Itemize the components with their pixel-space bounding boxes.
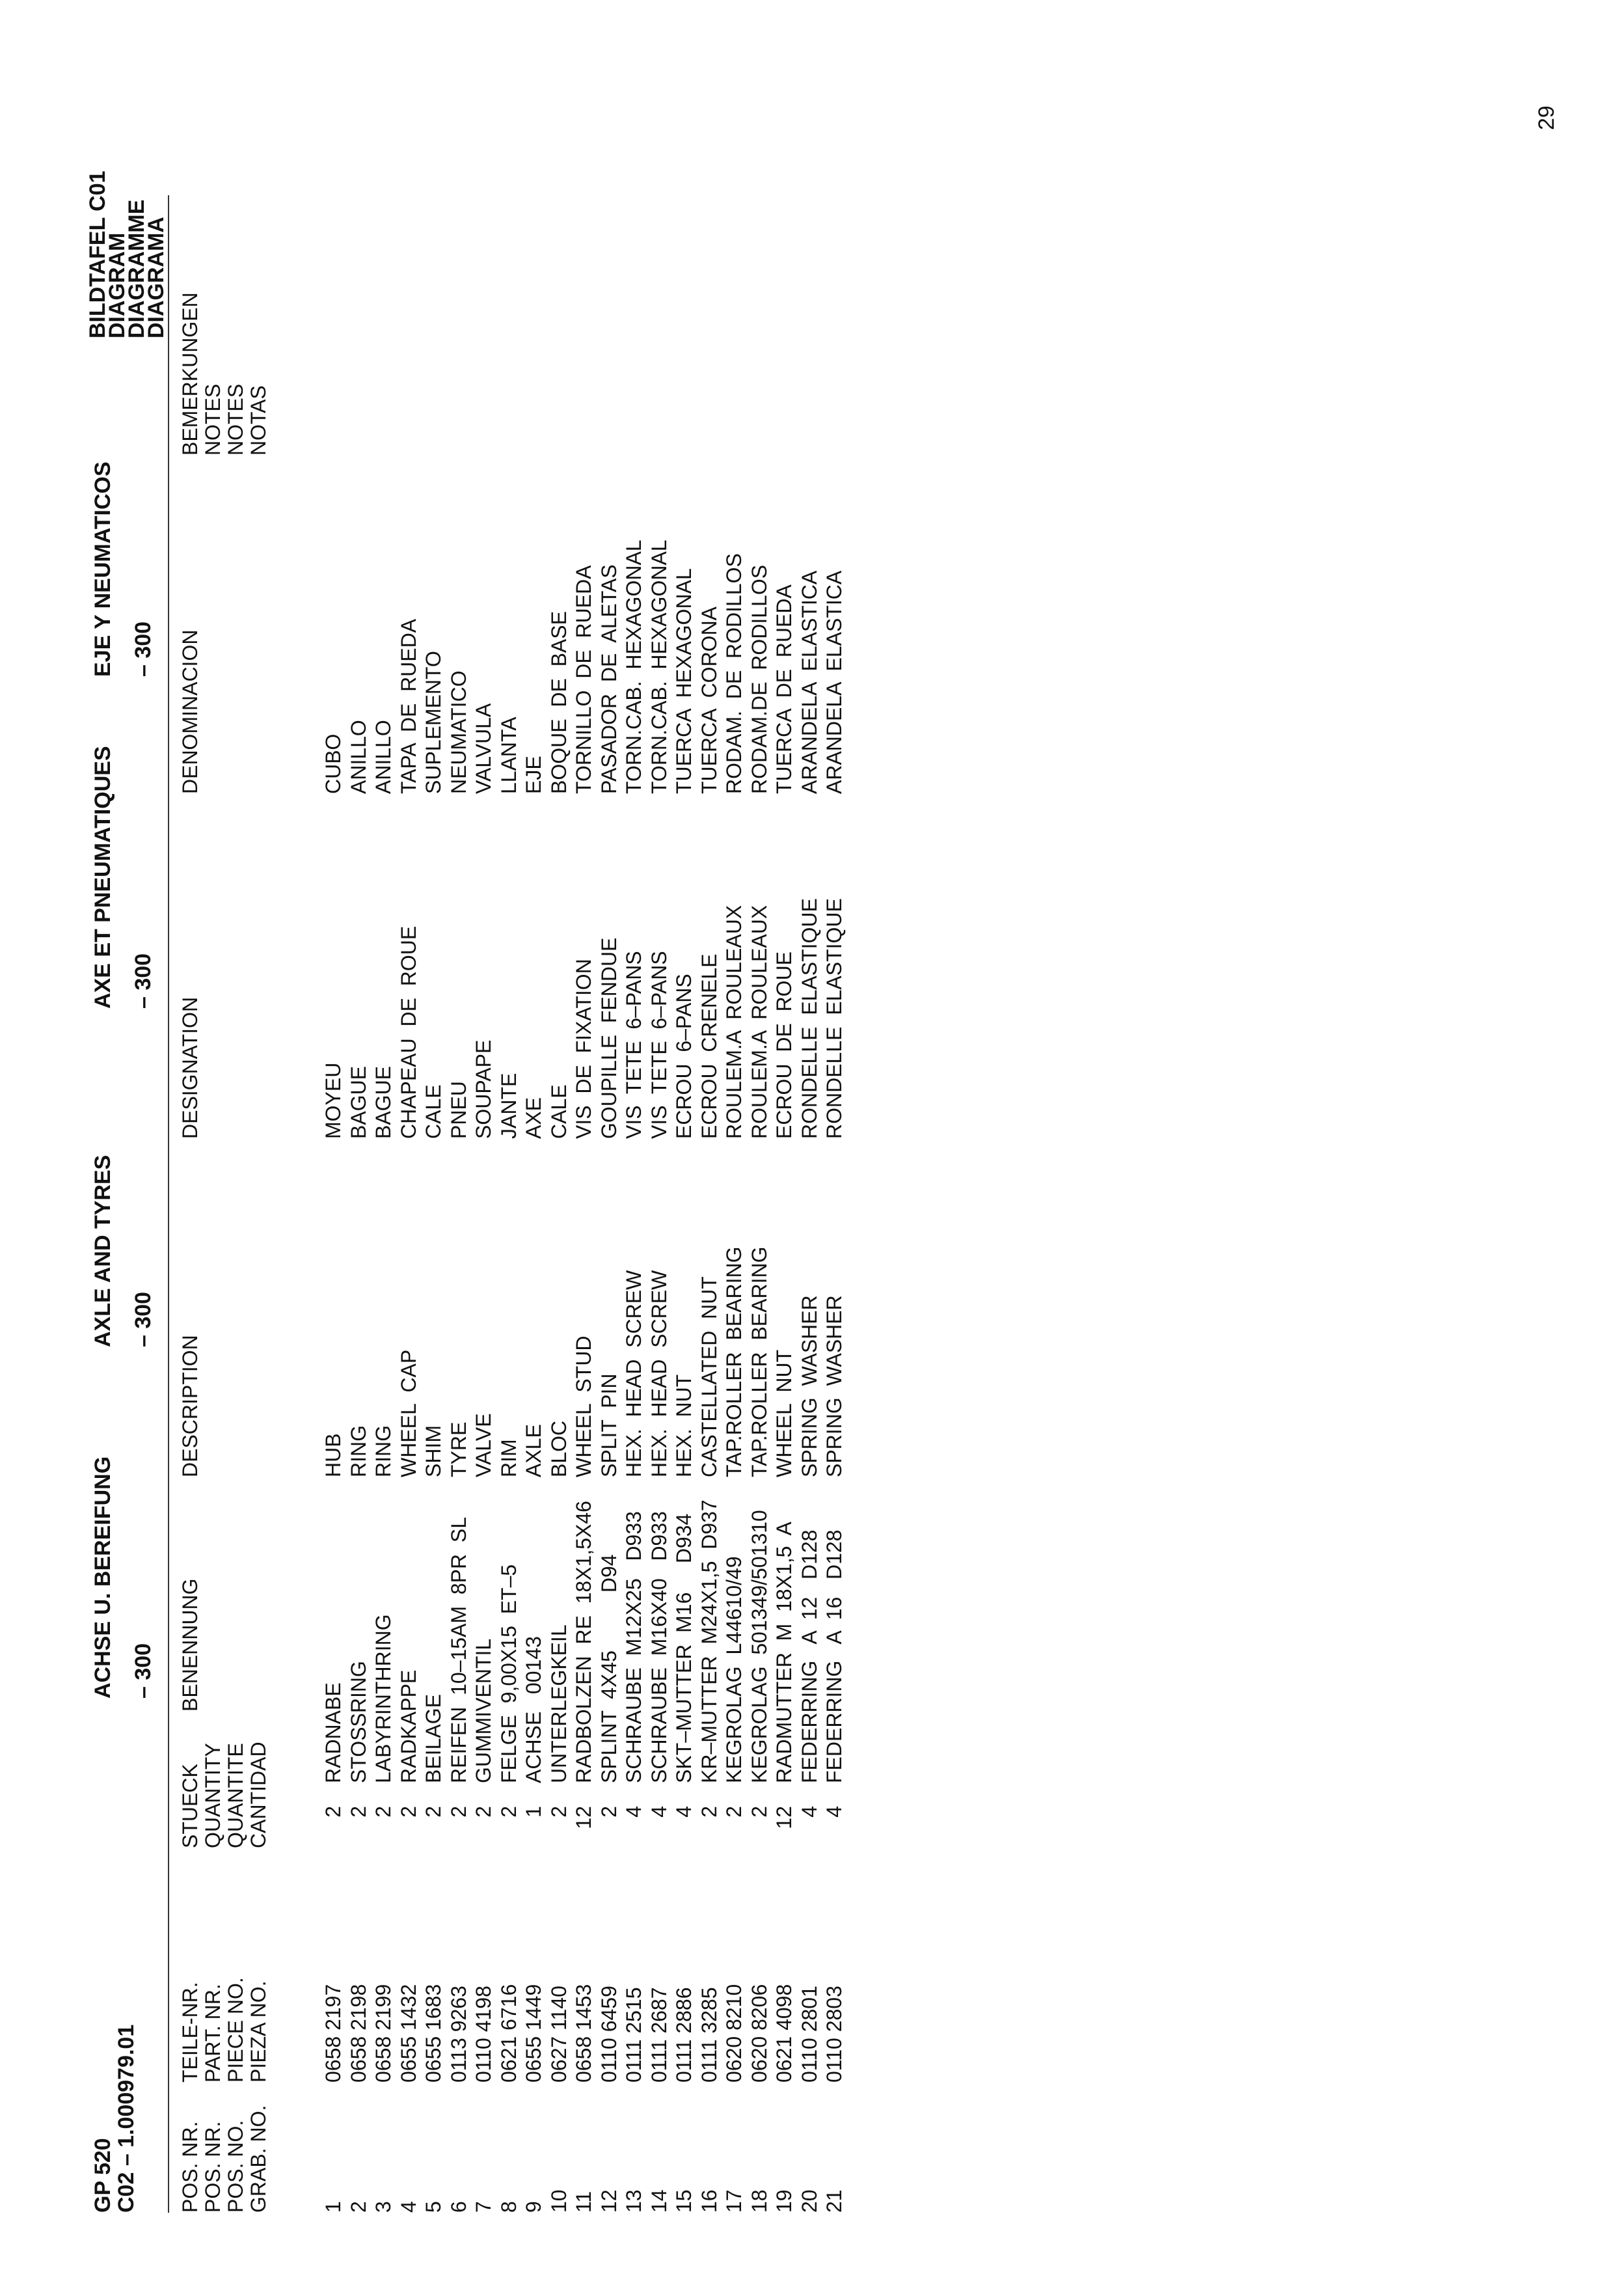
cell-part-number: 0111 2515 [622, 1987, 645, 2083]
cell-benennung: SPLINT 4X45 D94 [597, 1554, 621, 1783]
cell-designation: VIS TETE 6–PANS [647, 951, 671, 1139]
cell-description: HEX. HEAD SCREW [647, 1270, 671, 1477]
col-header-designation: DESIGNATION [178, 996, 202, 1139]
col-header-notes-fr: NOTES [224, 383, 247, 456]
cell-quantity: 2 [472, 1806, 495, 1818]
cell-designation: CALE [422, 1084, 445, 1139]
cell-designation: ROULEM.A ROULEAUX [747, 905, 771, 1139]
diagram-label-de: BILDTAFEL C01 [85, 171, 110, 338]
cell-benennung: FEDERRING A 16 D128 [822, 1529, 846, 1783]
cell-description: SHIM [422, 1425, 445, 1477]
cell-part-number: 0655 1683 [422, 1984, 445, 2083]
cell-designation: BAGUE [346, 1065, 370, 1139]
cell-pos-number: 17 [722, 2189, 746, 2213]
cell-pos-number: 9 [522, 2201, 545, 2213]
col-header-part-fr: PIECE NO. [224, 1977, 247, 2083]
cell-benennung: ACHSE 00143 [522, 1636, 545, 1783]
diagram-label-es: DIAGRAMA [144, 217, 169, 338]
col-header-denominacion: DENOMINACION [178, 629, 202, 794]
cell-denominacion: SUPLEMENTO [422, 651, 445, 794]
cell-benennung: SKT–MUTTER M16 D934 [672, 1513, 696, 1783]
cell-denominacion: EJE [522, 756, 545, 794]
cell-pos-number: 11 [572, 2191, 595, 2213]
cell-description: TAP.ROLLER BEARING [747, 1246, 771, 1477]
cell-description: SPLIT PIN [597, 1373, 621, 1477]
cell-benennung: STOSSRING [346, 1661, 370, 1783]
cell-description: WHEEL STUD [572, 1335, 595, 1477]
col-header-part-en: PART. NR. [201, 1984, 224, 2083]
cell-pos-number: 3 [372, 2201, 395, 2213]
cell-designation: VIS DE FIXATION [572, 959, 595, 1139]
cell-benennung: LABYRINTHRING [372, 1614, 395, 1783]
cell-description: VALVE [472, 1413, 495, 1477]
col-header-description: DESCRIPTION [178, 1335, 202, 1477]
cell-description: HUB [321, 1433, 345, 1477]
col-header-notes-de: BEMERKUNGEN [178, 292, 202, 456]
cell-benennung: REIFEN 10–15AM 8PR SL [446, 1516, 470, 1783]
diagram-label [85, 171, 169, 338]
cell-part-number: 0658 2197 [321, 1984, 345, 2083]
cell-pos-number: 13 [622, 2189, 645, 2213]
cell-pos-number: 8 [496, 2201, 521, 2213]
cell-description: TAP.ROLLER BEARING [722, 1246, 746, 1477]
cell-pos-number: 2 [346, 2201, 370, 2213]
col-header-pos [179, 2105, 270, 2213]
cell-designation: GOUPILLE FENDUE [597, 937, 621, 1139]
title-french: AXE ET PNEUMATIQUES [90, 746, 115, 1009]
cell-designation: SOUPAPE [472, 1039, 495, 1139]
cell-denominacion: BOQUE DE BASE [547, 611, 571, 794]
title-spanish: EJE Y NEUMATICOS [90, 461, 115, 677]
cell-denominacion: RODAM.DE RODILLOS [747, 564, 771, 794]
cell-description: HEX. NUT [672, 1374, 696, 1477]
cell-denominacion: TAPA DE RUEDA [396, 618, 420, 794]
cell-denominacion: ARANDELA ELASTICA [822, 570, 846, 794]
cell-quantity: 2 [722, 1806, 746, 1818]
cell-pos-number: 1 [321, 2201, 345, 2213]
cell-designation: ECROU CRENELE [697, 953, 721, 1139]
cell-part-number: 0110 4198 [472, 1986, 495, 2083]
cell-pos-number: 6 [446, 2201, 470, 2213]
cell-quantity: 4 [647, 1806, 671, 1818]
cell-part-number: 0620 8206 [747, 1984, 771, 2083]
cell-pos-number: 18 [747, 2189, 771, 2213]
col-header-qty-es: CANTIDAD [247, 1742, 270, 1848]
cell-pos-number: 14 [647, 2189, 671, 2213]
cell-description: HEX. HEAD SCREW [622, 1270, 645, 1477]
cell-benennung: FEDERRING A 12 D128 [797, 1529, 821, 1783]
cell-designation: PNEU [446, 1081, 470, 1139]
cell-denominacion: VALVULA [472, 703, 495, 794]
cell-part-number: 0110 2801 [797, 1986, 821, 2083]
col-header-qty-de: STUECK [178, 1764, 202, 1848]
cell-designation: ROULEM.A ROULEAUX [722, 905, 746, 1139]
cell-pos-number: 7 [472, 2201, 495, 2213]
cell-benennung: KEGROLAG L44610/49 [722, 1556, 746, 1783]
range-english: – 300 [131, 1291, 156, 1347]
cell-benennung: KEGROLAG 501349/501310 [747, 1510, 771, 1783]
col-header-notes [179, 292, 270, 456]
cell-quantity: 2 [321, 1806, 345, 1818]
cell-part-number: 0113 9263 [446, 1986, 470, 2083]
cell-pos-number: 4 [396, 2201, 420, 2213]
cell-description: BLOC [547, 1420, 571, 1477]
col-header-benennung: BENENNUNG [178, 1578, 202, 1712]
cell-benennung: UNTERLEGKEIL [547, 1624, 571, 1783]
cell-quantity: 1 [522, 1806, 545, 1818]
cell-denominacion: TUERCA DE RUEDA [772, 584, 796, 794]
cell-description: CASTELLATED NUT [697, 1276, 721, 1477]
cell-benennung: FELGE 9,00X15 ET–5 [496, 1564, 521, 1783]
cell-designation: ECROU DE ROUE [772, 951, 796, 1139]
cell-pos-number: 20 [797, 2189, 821, 2213]
cell-description: SPRING WASHER [797, 1295, 821, 1477]
cell-quantity: 12 [772, 1806, 796, 1829]
cell-denominacion: LLANTA [496, 717, 521, 794]
cell-description: WHEEL CAP [396, 1349, 420, 1477]
model-title: GP 520 [90, 2138, 115, 2213]
cell-part-number: 0111 2886 [672, 1987, 696, 2083]
cell-benennung: SCHRAUBE M16X40 D933 [647, 1511, 671, 1783]
header-rule [168, 195, 169, 2213]
cell-designation: BAGUE [372, 1065, 395, 1139]
cell-quantity: 2 [496, 1806, 521, 1818]
col-header-pos-de: POS. NR. [178, 2121, 202, 2213]
cell-benennung: RADNABE [321, 1682, 345, 1783]
cell-denominacion: CUBO [321, 733, 345, 794]
cell-quantity: 2 [422, 1806, 445, 1818]
col-header-pos-en: POS. NR. [201, 2121, 224, 2213]
cell-part-number: 0655 1449 [522, 1984, 545, 2083]
cell-description: RIM [496, 1439, 521, 1477]
cell-denominacion: ANILLO [346, 720, 370, 794]
cell-quantity: 2 [597, 1806, 621, 1818]
cell-pos-number: 12 [597, 2189, 621, 2213]
cell-description: RING [346, 1425, 370, 1477]
col-header-part-es: PIEZA NO. [247, 1980, 270, 2083]
cell-quantity: 4 [797, 1806, 821, 1818]
cell-denominacion: TORN.CAB. HEXAGONAL [647, 540, 671, 794]
cell-part-number: 0658 2198 [346, 1984, 370, 2083]
col-header-notes-en: NOTES [201, 383, 224, 456]
col-header-qty-en: QUANTITY [201, 1743, 224, 1848]
diagram-label-fr: DIAGRAMME [124, 199, 149, 338]
cell-denominacion: TUERCA CORONA [697, 606, 721, 794]
cell-description: RING [372, 1425, 395, 1477]
cell-quantity: 4 [672, 1806, 696, 1818]
model-code: C02 – 1.000979.01 [114, 2024, 139, 2213]
title-german: ACHSE U. BEREIFUNG [90, 1456, 115, 1699]
diagram-label-en: DIAGRAM [105, 232, 129, 338]
col-header-pos-fr: POS. NO. [224, 2120, 247, 2213]
range-spanish: – 300 [131, 621, 156, 677]
col-header-notes-es: NOTAS [247, 385, 270, 456]
cell-pos-number: 16 [697, 2189, 721, 2213]
cell-quantity: 2 [446, 1806, 470, 1818]
cell-denominacion: TUERCA HEXAGONAL [672, 568, 696, 794]
cell-designation: ECROU 6–PANS [672, 974, 696, 1139]
cell-designation: CALE [547, 1084, 571, 1139]
title-english: AXLE AND TYRES [90, 1155, 115, 1347]
cell-denominacion: TORNILLO DE RUEDA [572, 565, 595, 794]
cell-description: SPRING WASHER [822, 1295, 846, 1477]
cell-designation: AXE [522, 1097, 545, 1139]
cell-designation: CHAPEAU DE ROUE [396, 925, 420, 1139]
cell-pos-number: 19 [772, 2189, 796, 2213]
cell-designation: VIS TETE 6–PANS [622, 951, 645, 1139]
cell-quantity: 2 [396, 1806, 420, 1818]
cell-quantity: 2 [747, 1806, 771, 1818]
cell-part-number: 0110 2803 [822, 1986, 846, 2083]
col-header-part [179, 1977, 270, 2083]
cell-quantity: 2 [547, 1806, 571, 1818]
cell-description: TYRE [446, 1421, 470, 1477]
cell-designation: RONDELLE ELASTIQUE [822, 898, 846, 1139]
cell-pos-number: 15 [672, 2189, 696, 2213]
cell-quantity: 4 [822, 1806, 846, 1818]
col-header-part-de: TEILE-NR. [178, 1982, 202, 2083]
cell-denominacion: TORN.CAB. HEXAGONAL [622, 540, 645, 794]
cell-benennung: RADBOLZEN RE 18X1,5X46 [572, 1501, 595, 1783]
cell-quantity: 2 [697, 1806, 721, 1818]
cell-benennung: RADKAPPE [396, 1669, 420, 1783]
cell-part-number: 0621 4098 [772, 1984, 796, 2083]
parts-list-frame [46, 163, 1607, 2213]
cell-part-number: 0655 1432 [396, 1984, 420, 2083]
col-header-pos-es: GRAB. NO. [247, 2105, 270, 2213]
cell-quantity: 2 [346, 1806, 370, 1818]
cell-benennung: GUMMIVENTIL [472, 1638, 495, 1783]
cell-denominacion: ANILLO [372, 720, 395, 794]
col-header-qty-fr: QUANTITE [224, 1743, 247, 1848]
cell-part-number: 0658 1453 [572, 1984, 595, 2083]
cell-pos-number: 5 [422, 2201, 445, 2213]
cell-part-number: 0110 6459 [597, 1986, 621, 2083]
cell-quantity: 2 [372, 1806, 395, 1818]
cell-denominacion: PASADOR DE ALETAS [597, 564, 621, 794]
cell-benennung: RADMUTTER M 18X1,5 A [772, 1522, 796, 1783]
cell-pos-number: 10 [547, 2189, 571, 2213]
cell-benennung: SCHRAUBE M12X25 D933 [622, 1511, 645, 1783]
cell-quantity: 12 [572, 1806, 595, 1829]
cell-denominacion: ARANDELA ELASTICA [797, 570, 821, 794]
cell-quantity: 4 [622, 1806, 645, 1818]
cell-designation: RONDELLE ELASTIQUE [797, 898, 821, 1139]
cell-part-number: 0111 3285 [697, 1987, 721, 2083]
cell-pos-number: 21 [822, 2189, 846, 2213]
cell-denominacion: NEUMATICO [446, 670, 470, 794]
cell-designation: MOYEU [321, 1062, 345, 1139]
cell-description: WHEEL NUT [772, 1349, 796, 1477]
range-german: – 300 [131, 1643, 156, 1699]
cell-denominacion: RODAM. DE RODILLOS [722, 553, 746, 794]
page-number: 29 [1534, 105, 1559, 130]
cell-description: AXLE [522, 1424, 545, 1477]
cell-part-number: 0111 2687 [647, 1987, 671, 2083]
cell-designation: JANTE [496, 1073, 521, 1139]
cell-benennung: KR–MUTTER M24X1,5 D937 [697, 1499, 721, 1783]
col-header-qty [179, 1742, 270, 1848]
cell-part-number: 0620 8210 [722, 1984, 746, 2083]
cell-part-number: 0621 6716 [496, 1984, 521, 2083]
cell-part-number: 0658 2199 [372, 1984, 395, 2083]
cell-benennung: BEILAGE [422, 1694, 445, 1783]
range-french: – 300 [131, 953, 156, 1009]
cell-part-number: 0627 1140 [547, 1986, 571, 2083]
